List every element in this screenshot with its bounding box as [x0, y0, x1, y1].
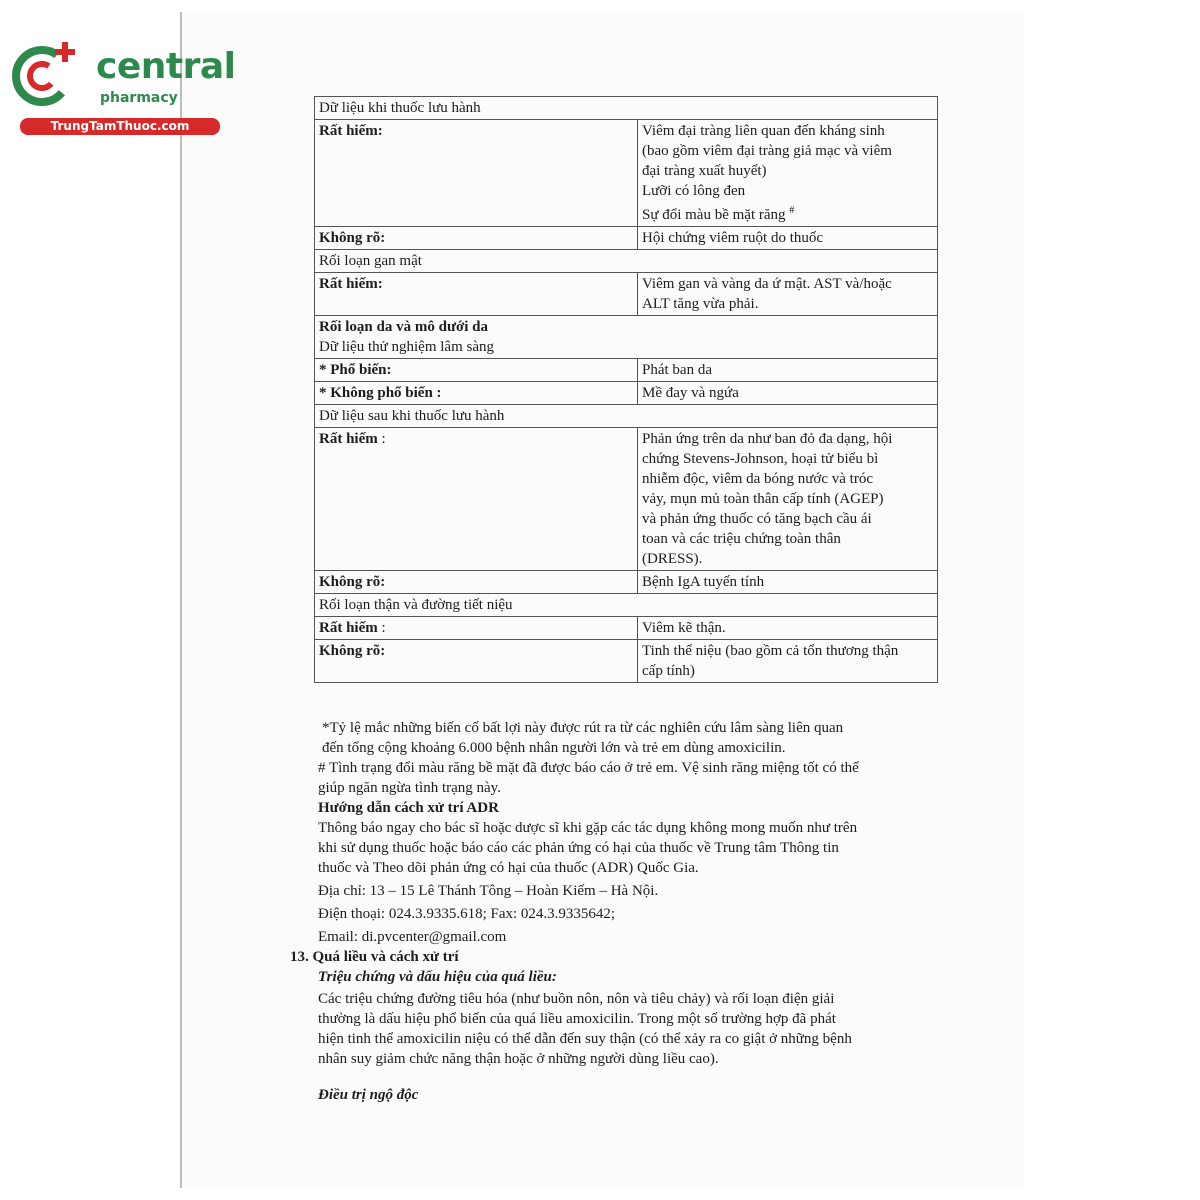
document-body: [290, 718, 940, 1105]
text-line: toan và các triệu chứng toàn thân: [642, 531, 841, 547]
frequency-label: * Không phổ biến :: [315, 382, 638, 405]
effect-description: Hội chứng viêm ruột do thuốc: [638, 227, 938, 250]
effect-description: Mề đay và ngứa: [638, 382, 938, 405]
text-line: Viêm gan và vàng da ứ mật. AST và/hoặc: [642, 276, 892, 292]
effect-description: Phát ban da: [638, 359, 938, 382]
text-line: Tinh thể niệu (bao gồm cả tổn thương thận: [642, 643, 899, 659]
text-line: thường là dấu hiệu phổ biến của quá liều amoxicilin. Trong một số trường hợp đã phát: [318, 1011, 836, 1027]
text-line: giúp ngăn ngừa tình trạng này.: [318, 780, 501, 796]
text-line: hiện tinh thể amoxicilin niệu có thể dẫn đến suy thận (có thể xảy ra co giật ở những bệnh: [318, 1031, 852, 1047]
frequency-label: Không rõ:: [315, 571, 638, 594]
text-line: đến tổng cộng khoảng 6.000 bệnh nhân người lớn và trẻ em dùng amoxicilin.: [322, 740, 786, 756]
text-line: Thông báo ngay cho bác sĩ hoặc dược sĩ khi gặp các tác dụng không mong muốn như trên: [318, 820, 858, 836]
phone-line: Điện thoại: 024.3.9335.618; Fax: 024.3.9335642;: [318, 906, 616, 922]
text-line: nhân suy giảm chức năng thận hoặc ở những người dùng liều cao).: [318, 1051, 719, 1067]
section-heading: [315, 316, 938, 359]
text-line: cấp tính): [642, 663, 695, 679]
adr-instructions: [290, 818, 940, 878]
effect-description: [638, 640, 938, 683]
text-line: ALT tăng vừa phải.: [642, 296, 759, 312]
table-row: [315, 382, 938, 405]
pharmacy-c-icon: [10, 38, 82, 110]
text-line: chứng Stevens-Johnson, hoại tử biểu bì: [642, 451, 879, 467]
frequency-label: [315, 428, 638, 571]
email-line[interactable]: Email: di.pvcenter@gmail.com: [318, 929, 507, 945]
text-fragment: :: [377, 620, 386, 636]
effect-description: [638, 428, 938, 571]
frequency-label: * Phổ biến:: [315, 359, 638, 382]
text-line: Phản ứng trên da như ban đỏ đa dạng, hội: [642, 431, 893, 447]
text-line: *Tỷ lệ mắc những biến cố bất lợi này được rút ra từ các nghiên cứu lâm sàng liên quan: [322, 720, 844, 736]
section-heading: Rối loạn gan mật: [315, 250, 938, 273]
table-row: [315, 617, 938, 640]
table-row: [315, 640, 938, 683]
table-row: [315, 227, 938, 250]
text-line: (bao gồm viêm đại tràng giả mạc và viêm: [642, 143, 892, 159]
text-fragment: Rất hiếm: [319, 620, 378, 636]
text-line: Dữ liệu thử nghiệm lâm sàng: [319, 339, 494, 355]
table-row: [315, 250, 938, 273]
adr-heading: Hướng dẫn cách xử trí ADR: [318, 800, 499, 816]
text-line: đại tràng xuất huyết): [642, 163, 767, 179]
text-line: thuốc và Theo dõi phản ứng có hại của thuốc (ADR) Quốc Gia.: [318, 860, 699, 876]
text-line: Các triệu chứng đường tiêu hóa (như buồn nôn, nôn và tiêu chảy) và rối loạn điện giải: [318, 991, 835, 1007]
table-row: [315, 594, 938, 617]
section-13-heading: 13. Quá liều và cách xử trí: [290, 949, 459, 965]
table-row: [315, 120, 938, 227]
table-row: [315, 97, 938, 120]
text-line: [642, 201, 934, 225]
address-line: Địa chỉ: 13 – 15 Lê Thánh Tông – Hoàn Kiếm – Hà Nội.: [318, 883, 659, 899]
adverse-effects-table: [314, 96, 938, 683]
table-row: [315, 273, 938, 316]
effect-description: [638, 120, 938, 227]
site-url-banner[interactable]: TrungTamThuoc.com: [20, 118, 220, 135]
table-row: [315, 359, 938, 382]
footnote-incidence: [290, 718, 940, 758]
central-pharmacy-logo[interactable]: [10, 38, 236, 138]
table-row: [315, 316, 938, 359]
table-row: [315, 428, 938, 571]
text-line: nhiễm độc, viêm da bóng nước và tróc: [642, 471, 873, 487]
text-fragment: Rất hiếm: [319, 431, 378, 447]
brand-subtitle: pharmacy: [100, 90, 178, 106]
symptoms-text: [290, 989, 940, 1069]
text-fragment: Sự đổi màu bề mặt răng: [642, 207, 786, 223]
footnote-mark: #: [789, 205, 795, 216]
frequency-label: Không rõ:: [315, 640, 638, 683]
frequency-label: Rất hiếm:: [315, 273, 638, 316]
text-line: vảy, mụn mủ toàn thân cấp tính (AGEP): [642, 491, 884, 507]
text-line: khi sử dụng thuốc hoặc báo cáo các phản ứng có hại của thuốc về Trung tâm Thông tin: [318, 840, 839, 856]
text-fragment: :: [377, 431, 386, 447]
frequency-label: Rất hiếm:: [315, 120, 638, 227]
table-row: [315, 405, 938, 428]
frequency-label: Không rõ:: [315, 227, 638, 250]
text-line: và phản ứng thuốc có tăng bạch cầu ái: [642, 511, 872, 527]
text-line: # Tình trạng đổi màu răng bề mặt đã được báo cáo ở trẻ em. Vệ sinh răng miệng tốt có thể: [318, 760, 859, 776]
text-line: Rối loạn da và mô dưới da: [319, 319, 489, 335]
text-line: Lưỡi có lông đen: [642, 183, 746, 199]
effect-description: [638, 273, 938, 316]
symptoms-heading: Triệu chứng và dấu hiệu của quá liều:: [318, 969, 557, 985]
effect-description: Bệnh IgA tuyến tính: [638, 571, 938, 594]
effect-description: Viêm kẽ thận.: [638, 617, 938, 640]
section-heading: Rối loạn thận và đường tiết niệu: [315, 594, 938, 617]
table-row: [315, 571, 938, 594]
table-cell: Dữ liệu khi thuốc lưu hành: [315, 97, 938, 120]
frequency-label: [315, 617, 638, 640]
text-line: (DRESS).: [642, 551, 703, 567]
text-line: Viêm đại tràng liên quan đến kháng sinh: [642, 123, 885, 139]
treatment-heading: Điều trị ngộ độc: [318, 1087, 419, 1103]
footnote-tooth-discoloration: [290, 758, 940, 798]
brand-name: central: [96, 46, 236, 87]
table-cell: Dữ liệu sau khi thuốc lưu hành: [315, 405, 938, 428]
